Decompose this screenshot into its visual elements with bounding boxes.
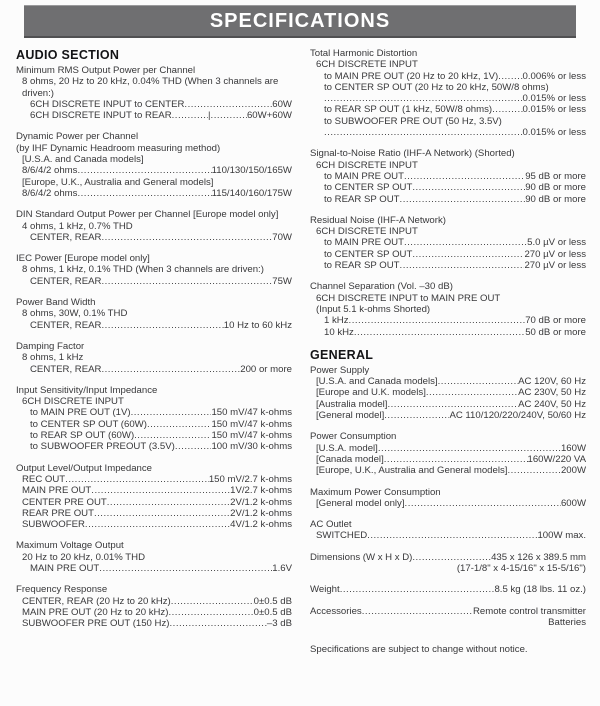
spec-text: 6CH DISCRETE INPUT — [316, 159, 418, 171]
spec-value: 95 dB or more — [525, 170, 586, 182]
spec-value: 270 µV or less — [524, 248, 586, 260]
spec-value: 100W max. — [537, 530, 586, 542]
spec-text: (by IHF Dynamic Headroom measuring method) — [16, 142, 221, 154]
spec-text: to CENTER SP OUT (20 Hz to 20 kHz, 50W/8 ohms) — [324, 81, 549, 93]
dot-leader — [378, 443, 561, 454]
dot-leader — [404, 171, 525, 182]
dot-leader — [412, 182, 525, 193]
dot-leader — [101, 364, 240, 375]
spec-value: 1.6V — [272, 562, 292, 574]
right-column — [310, 48, 586, 665]
spec-value: 8.5 kg (18 lbs. 11 oz.) — [494, 584, 586, 596]
spec-group — [310, 48, 586, 138]
dot-leader — [211, 110, 247, 121]
spec-group — [310, 552, 586, 575]
spec-value: 0.015% or less — [522, 127, 586, 139]
dot-leader — [169, 618, 266, 629]
spec-value: AC 230V, 50 Hz — [518, 387, 586, 399]
spec-text: 6CH DISCRETE INPUT — [316, 59, 418, 71]
spec-label: to MAIN PRE OUT (1V) — [30, 407, 131, 419]
spec-value: 0.006% or less — [522, 70, 586, 82]
spec-label: 6CH DISCRETE INPUT to CENTER — [30, 98, 185, 110]
spec-text: driven:) — [22, 87, 54, 99]
spec-label: to MAIN PRE OUT — [324, 237, 404, 249]
spec-label: [Europe, U.K., Australia and General models] — [316, 465, 508, 477]
spec-text: 6CH DISCRETE INPUT — [22, 396, 124, 408]
dot-leader — [412, 552, 491, 563]
spec-line — [310, 443, 586, 454]
spec-value: AC 110/120/220/240V, 50/60 Hz — [449, 410, 586, 422]
spec-text: Minimum RMS Output Power per Channel — [16, 65, 196, 76]
spec-text: Output Level/Output Impedance — [16, 462, 152, 474]
spec-value: 270 µV or less — [524, 260, 586, 272]
spec-text: 8 ohms, 20 Hz to 20 kHz, 0.04% THD (When 3 channels are — [22, 76, 279, 88]
dot-leader — [107, 497, 230, 508]
spec-line — [16, 596, 292, 607]
spec-value: 0±0.5 dB — [253, 595, 292, 607]
spec-line — [16, 364, 292, 375]
specifications-header-bar — [24, 5, 576, 38]
spec-group — [310, 519, 586, 542]
spec-label: MAIN PRE OUT — [22, 485, 92, 497]
spec-text: Frequency Response — [16, 584, 108, 596]
spec-line — [310, 606, 586, 617]
spec-label: [General model only] — [316, 497, 405, 509]
spec-line — [310, 260, 586, 271]
spec-line — [16, 320, 292, 331]
spec-text: 6CH DISCRETE INPUT to MAIN PRE OUT — [316, 292, 501, 304]
spec-group — [16, 584, 292, 629]
spec-line — [310, 376, 586, 387]
spec-label: SUBWOOFER — [22, 519, 85, 531]
spec-value: 2V/1.2 k-ohms — [230, 496, 292, 508]
spec-group — [16, 540, 292, 574]
spec-value: 5.0 µV or less — [527, 237, 586, 249]
spec-text: Channel Separation (Vol. –30 dB) — [310, 281, 453, 293]
dot-leader — [405, 498, 561, 509]
spec-value: 70W — [272, 231, 292, 243]
spec-value: –3 dB — [266, 618, 292, 630]
spec-value-continuation: Batteries — [548, 616, 586, 628]
dot-leader — [171, 596, 254, 607]
spec-label: CENTER, REAR (20 Hz to 20 kHz) — [22, 595, 171, 607]
spec-line — [16, 607, 292, 618]
spec-label: 10 kHz — [324, 326, 354, 338]
spec-label: CENTER, REAR — [30, 319, 102, 331]
spec-text: to SUBWOOFER PRE OUT (50 Hz, 3.5V) — [324, 115, 502, 127]
spec-line — [16, 232, 292, 243]
spec-line — [16, 497, 292, 508]
spec-label: to REAR SP OUT — [324, 193, 400, 205]
spec-group — [310, 148, 586, 204]
dot-leader — [77, 165, 211, 176]
spec-label: to REAR SP OUT — [324, 260, 400, 272]
spec-text: Maximum Voltage Output — [16, 540, 124, 552]
spec-value: 150 mV/47 k-ohms — [211, 407, 292, 419]
spec-line — [310, 454, 586, 465]
spec-line — [310, 399, 586, 410]
spec-label: SUBWOOFER PRE OUT (150 Hz) — [22, 618, 170, 630]
spec-label: Weight — [310, 584, 340, 596]
spec-line — [310, 530, 586, 541]
spec-value: 150 mV/47 k-ohms — [211, 418, 292, 430]
spec-label: REC OUT — [22, 473, 66, 485]
spec-group — [16, 463, 292, 531]
spec-value: 115/140/160/175W — [211, 187, 292, 199]
dot-leader — [175, 441, 212, 452]
spec-label: [General model] — [316, 410, 385, 422]
spec-line — [16, 165, 292, 176]
spec-line — [310, 93, 586, 104]
dot-leader — [340, 584, 495, 595]
leader-mark: | — [208, 110, 211, 122]
spec-line — [310, 465, 586, 476]
spec-group — [16, 385, 292, 453]
spec-value: 435 x 126 x 389.5 mm — [491, 551, 586, 563]
dot-leader — [404, 237, 527, 248]
spec-line — [16, 441, 292, 452]
spec-label: CENTER, REAR — [30, 363, 102, 375]
section-heading: AUDIO SECTION — [16, 48, 120, 62]
spec-value: 90 dB or more — [525, 182, 586, 194]
spec-text: Power Consumption — [310, 431, 397, 443]
spec-text: 8 ohms, 30W, 0.1% THD — [22, 308, 128, 320]
dot-leader — [354, 327, 525, 338]
dot-leader — [147, 419, 212, 430]
dot-leader — [184, 99, 272, 110]
dot-leader — [131, 407, 212, 418]
spec-value: 150 mV/47 k-ohms — [211, 430, 292, 442]
dot-leader — [324, 93, 523, 104]
spec-text: Power Supply — [310, 364, 370, 376]
dot-leader — [492, 104, 522, 115]
spec-group — [310, 281, 586, 337]
dot-leader — [101, 320, 223, 331]
spec-text: Maximum Power Consumption — [310, 486, 441, 498]
spec-value: 100 mV/30 k-ohms — [211, 441, 292, 453]
spec-line — [310, 71, 586, 82]
dot-leader — [101, 276, 272, 287]
spec-group — [310, 644, 586, 655]
spec-value: 50 dB or more — [525, 326, 586, 338]
spec-group — [16, 341, 292, 375]
spec-text: AC Outlet — [310, 519, 352, 531]
spec-value: 70 dB or more — [525, 315, 586, 327]
dot-leader — [91, 485, 230, 496]
spec-line — [310, 104, 586, 115]
spec-text: 8 ohms, 1 kHz, 0.1% THD (When 3 channels are driven:) — [22, 264, 264, 276]
spec-line — [310, 584, 586, 595]
spec-label: MAIN PRE OUT — [30, 562, 100, 574]
spec-line — [310, 182, 586, 193]
spec-line — [16, 407, 292, 418]
dot-leader — [324, 127, 523, 138]
spec-label: [Europe and U.K. models] — [316, 387, 426, 399]
spec-value: 0.015% or less — [522, 104, 586, 116]
spec-line — [16, 485, 292, 496]
spec-value: 4V/1.2 k-ohms — [230, 519, 292, 531]
spec-line — [16, 276, 292, 287]
spec-label: to CENTER SP OUT — [324, 182, 413, 194]
spec-group — [310, 584, 586, 595]
spec-text: Power Band Width — [16, 297, 96, 309]
spec-value: Remote control transmitter — [472, 605, 586, 617]
spec-line — [16, 508, 292, 519]
dot-leader — [349, 315, 526, 326]
spec-label: to MAIN PRE OUT — [324, 170, 404, 182]
spec-label: 8/6/4/2 ohms — [22, 187, 78, 199]
spec-text: IEC Power [Europe model only] — [16, 253, 150, 265]
dot-leader — [77, 188, 211, 199]
dot-leader — [94, 508, 230, 519]
spec-text: [Europe, U.K., Australia and General models] — [22, 176, 214, 188]
dot-leader — [384, 410, 449, 421]
spec-text: Dynamic Power per Channel — [16, 131, 139, 143]
spec-text: 6CH DISCRETE INPUT — [316, 226, 418, 238]
spec-text: Signal-to-Noise Ratio (IHF-A Network) (Shorted) — [310, 148, 515, 160]
spec-value: 60W+60W — [246, 110, 292, 122]
spec-label: to REAR SP OUT (1 kHz, 50W/8 ohms) — [324, 104, 493, 116]
spec-group — [16, 297, 292, 331]
spec-text: Input Sensitivity/Input Impedance — [16, 384, 158, 396]
spec-group — [16, 253, 292, 287]
spec-group — [16, 131, 292, 199]
spec-label: [U.S.A. model] — [316, 442, 378, 454]
spec-label: to CENTER SP OUT — [324, 248, 413, 260]
spec-value: AC 240V, 50 Hz — [518, 398, 586, 410]
dot-leader — [412, 249, 524, 260]
spec-label: [Canada model] — [316, 453, 384, 465]
spec-text: Residual Noise (IHF-A Network) — [310, 214, 446, 226]
spec-line — [310, 327, 586, 338]
spec-line — [16, 563, 292, 574]
dot-leader — [438, 376, 518, 387]
spec-group — [310, 431, 586, 476]
spec-line — [310, 387, 586, 398]
spec-value: 60W — [272, 98, 292, 110]
spec-group — [310, 215, 586, 271]
spec-value: 160W/220 VA — [527, 453, 586, 465]
dot-leader — [85, 519, 230, 530]
spec-text: Total Harmonic Distortion — [310, 48, 418, 59]
spec-value: AC 120V, 60 Hz — [518, 376, 586, 388]
dot-leader — [101, 232, 272, 243]
spec-group — [16, 209, 292, 243]
spec-value: 75W — [272, 275, 292, 287]
dot-leader — [384, 454, 528, 465]
spec-line — [310, 127, 586, 138]
spec-label: CENTER PRE OUT — [22, 496, 107, 508]
spec-value: 0.015% or less — [522, 93, 586, 105]
spec-label: 1 kHz — [324, 315, 349, 327]
spec-line — [16, 419, 292, 430]
spec-label: [U.S.A. and Canada models] — [316, 376, 438, 388]
spec-value: 110/130/150/165W — [211, 165, 292, 177]
spec-content — [0, 38, 600, 665]
spec-value-continuation: (17-1/8" x 4-15/16" x 15-5/16") — [456, 562, 586, 574]
spec-label: Dimensions (W x H x D) — [310, 551, 413, 563]
dot-leader — [367, 530, 537, 541]
spec-text: 8 ohms, 1 kHz — [22, 352, 84, 364]
spec-value: 90 dB or more — [525, 193, 586, 205]
spec-line — [16, 474, 292, 485]
spec-value: 150 mV/2.7 k-ohms — [208, 473, 292, 485]
spec-line — [310, 194, 586, 205]
spec-line — [16, 110, 292, 121]
spec-value: 2V/1.2 k-ohms — [230, 507, 292, 519]
spec-text: Specifications are subject to change without notice. — [310, 644, 528, 656]
spec-label: to REAR SP OUT (60W) — [30, 430, 135, 442]
dot-leader — [168, 607, 253, 618]
spec-label: to SUBWOOFER PREOUT (3.5V) — [30, 441, 175, 453]
spec-value: 160W — [560, 442, 586, 454]
spec-value: 1V/2.7 k-ohms — [230, 485, 292, 497]
spec-line — [310, 249, 586, 260]
spec-label: [Australia model] — [316, 398, 388, 410]
dot-leader — [134, 430, 211, 441]
spec-line — [310, 498, 586, 509]
spec-text: Damping Factor — [16, 340, 85, 352]
spec-line — [16, 99, 292, 110]
spec-group — [16, 65, 292, 121]
dot-leader — [362, 606, 473, 617]
spec-label: REAR PRE OUT — [22, 507, 94, 519]
section-heading: GENERAL — [310, 347, 374, 362]
dot-leader — [65, 474, 209, 485]
spec-label: MAIN PRE OUT (20 Hz to 20 kHz) — [22, 606, 169, 618]
spec-value: 10 Hz to 60 kHz — [223, 319, 292, 331]
left-column — [16, 48, 292, 665]
spec-label: CENTER, REAR — [30, 275, 102, 287]
spec-label: SWITCHED — [316, 530, 368, 542]
spec-value: 200W — [560, 465, 586, 477]
dot-leader — [387, 399, 518, 410]
page-title: SPECIFICATIONS — [209, 10, 391, 32]
spec-line — [16, 618, 292, 629]
spec-text: (Input 5.1 k-ohms Shorted) — [316, 303, 431, 315]
spec-value: 600W — [560, 497, 586, 509]
spec-text: 20 Hz to 20 kHz, 0.01% THD — [22, 551, 145, 563]
spec-line — [310, 410, 586, 421]
dot-leader — [99, 563, 272, 574]
spec-label: CENTER, REAR — [30, 231, 102, 243]
spec-line — [16, 430, 292, 441]
spec-value: 200 or more — [240, 363, 292, 375]
spec-label: 6CH DISCRETE INPUT to REAR — [30, 110, 172, 122]
spec-label: to MAIN PRE OUT (20 Hz to 20 kHz, 1V) — [324, 70, 499, 82]
dot-leader — [172, 110, 208, 121]
dot-leader — [426, 387, 518, 398]
spec-group — [310, 606, 586, 629]
spec-line — [310, 552, 586, 563]
dot-leader — [400, 260, 525, 271]
spec-line — [310, 315, 586, 326]
spec-label: to CENTER SP OUT (60W) — [30, 418, 147, 430]
spec-line — [310, 171, 586, 182]
dot-leader — [507, 465, 560, 476]
spec-value: 0±0.5 dB — [253, 606, 292, 618]
spec-label: Accessories — [310, 605, 362, 617]
spec-group — [310, 365, 586, 421]
spec-text: [U.S.A. and Canada models] — [22, 154, 144, 166]
dot-leader — [400, 194, 526, 205]
spec-label: 8/6/4/2 ohms — [22, 165, 78, 177]
spec-line — [16, 519, 292, 530]
spec-group — [310, 487, 586, 510]
spec-line — [310, 237, 586, 248]
spec-text: DIN Standard Output Power per Channel [Europe model only] — [16, 209, 279, 221]
spec-text: 4 ohms, 1 kHz, 0.7% THD — [22, 220, 133, 232]
spec-line — [16, 188, 292, 199]
dot-leader — [498, 71, 522, 82]
